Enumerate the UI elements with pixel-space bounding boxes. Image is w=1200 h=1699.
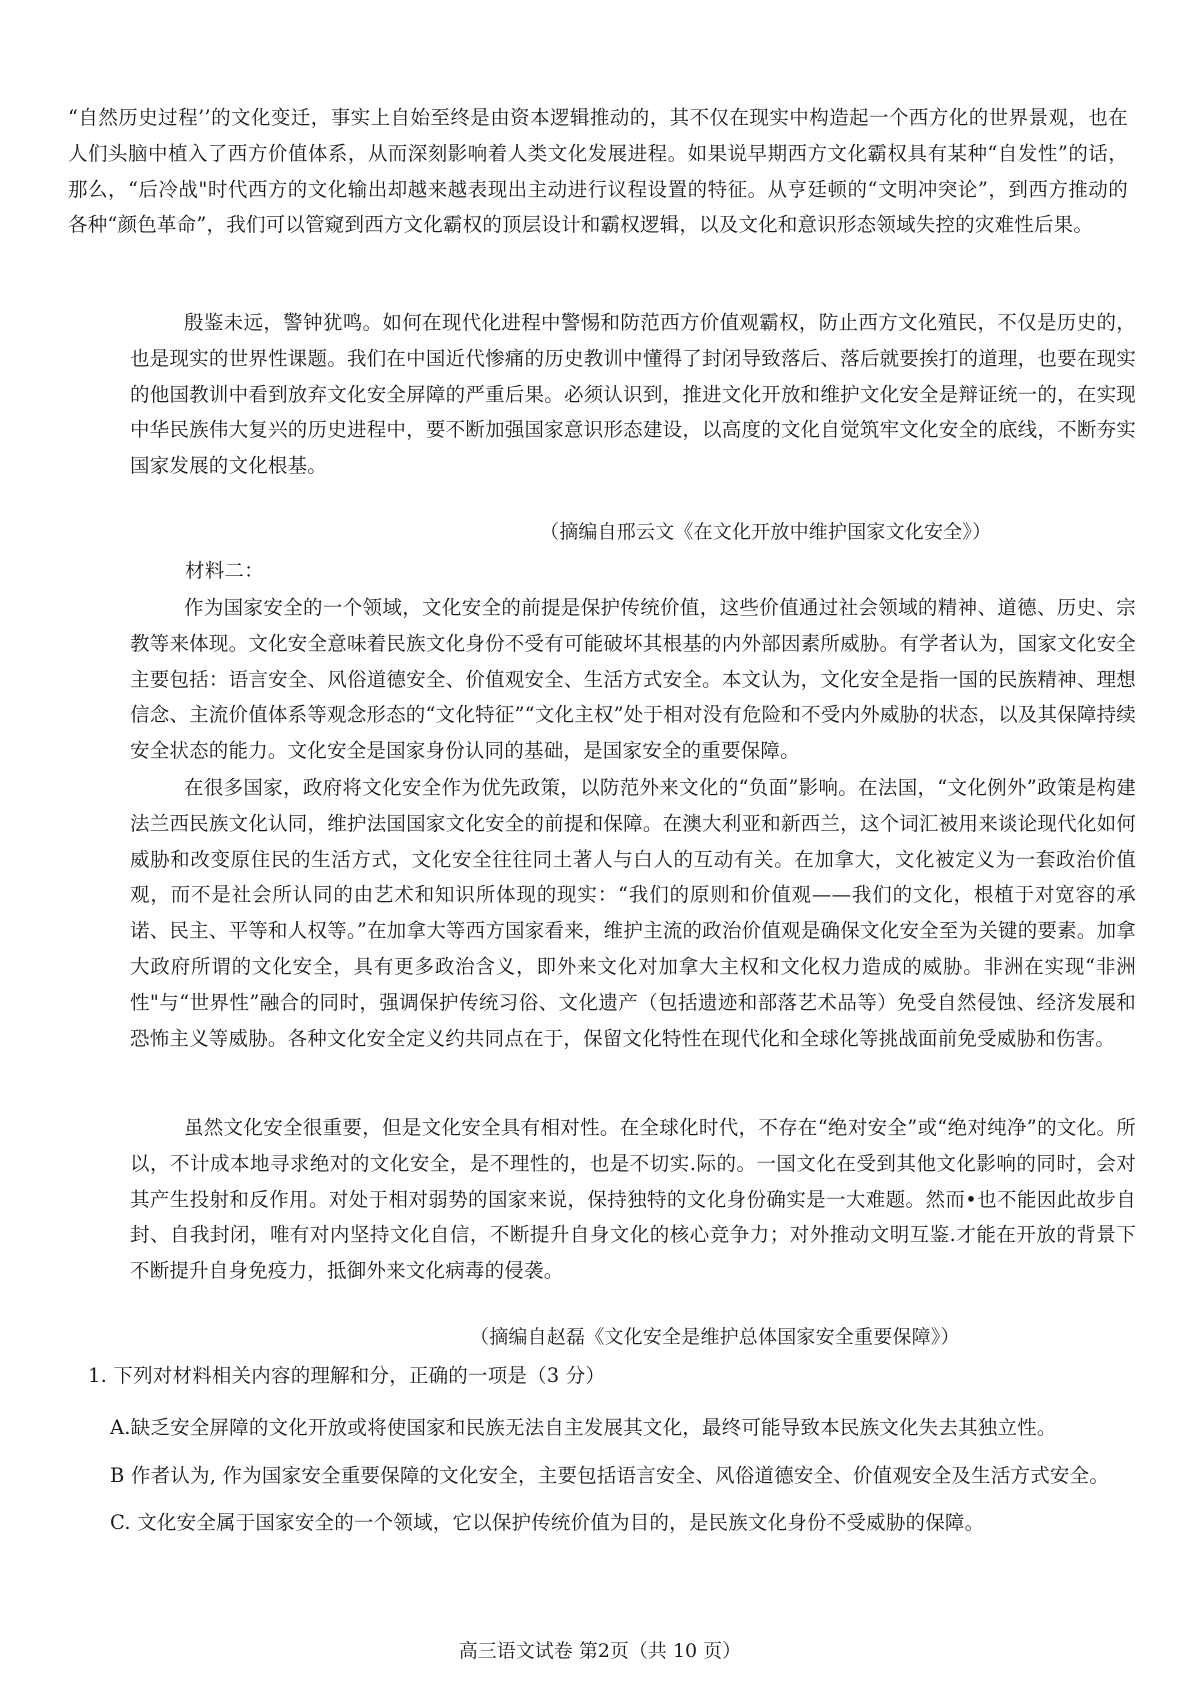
- question-1-stem: 1. 下列对材料相关内容的理解和分，正确的一项是（3 分）: [88, 1364, 606, 1387]
- question-1-option-a: A.缺乏安全屏障的文化开放或将使国家和民族无法自主发展其文化，最终可能导致本民族文化失去其独立性。: [110, 1416, 1057, 1439]
- source-citation-1: （摘编自邢云文《在文化开放中维护国家文化安全》）: [540, 521, 992, 543]
- paragraph-4: 在很多国家，政府将文化安全作为优先政策，以防范外来文化的“负面”影响。在法国，“文化例外”政策是构建法兰西民族文化认同，维护法国国家文化安全的前提和保障。在澳大利亚和新西兰，这个词汇被用来谈论现代化如何威胁和改变原住民的生活方式，文化安全往往同土著人与白人的互动有关。在加拿大，文化被定义为一套政治价值观，而不是社会所认同的由艺术和知识所体现的现实：“我们的原则和价值观——我们的文化，根植于对宽容的承诺、民主、平等和人权等。”在加拿大等西方国家看来，维护主流的政治价值观是确保文化安全至为关键的要素。加拿大政府所谓的文化安全，具有更多政治含义，即外来文化对加拿大主权和文化权力造成的威胁。非洲在实现“非洲性"与“世界性”融合的同时，强调保护传统习俗、文化遗产（包括遗迹和部落艺术品等）免受自然侵蚀、经济发展和恐怖主义等威胁。各种文化安全定义约共同点在于，保留文化特性在现代化和全球化等挑战面前免受威胁和伤害。: [130, 776, 1136, 1050]
- page-footer: 高三语文试卷 第2页（共 10 页）: [458, 1640, 742, 1662]
- paragraph-2: 殷鉴未远，警钟犹鸣。如何在现代化进程中警惕和防范西方价值观霸权，防止西方文化殖民，不仅是历史的，也是现实的世界性课题。我们在中国近代惨痛的历史教训中懂得了封闭导致落后、落后就要挨打的道理，也要在现实的他国教训中看到放弃文化安全屏障的严重后果。必须认识到，推进文化开放和维护文化安全是辩证统一的，在实现中华民族伟大复兴的历史进程中，要不断加强国家意识形态建设，以高度的文化自觉筑牢文化安全的底线，不断夯实国家发展的文化根基。: [130, 311, 1136, 478]
- material-two-label: 材料二：: [185, 559, 264, 582]
- question-1-option-b: B 作者认为, 作为国家安全重要保障的文化安全，主要包括语言安全、风俗道德安全、价值观安全及生活方式安全。: [110, 1464, 1110, 1487]
- source-citation-2: （摘编自赵磊《文化安全是维护总体国家安全重要保障》）: [470, 1326, 960, 1348]
- paragraph-5: 虽然文化安全很重要，但是文化安全具有相对性。在全球化时代，不存在“绝对安全”或“绝对纯净”的文化。所以，不计成本地寻求绝对的文化安全，是不理性的，也是不切实.际的。一国文化在受到其他文化影响的同时，会对其产生投射和反作用。对处于相对弱势的国家来说，保持独特的文化身份确实是一大难题。然而•也不能因此故步自封、自我封闭，唯有对内坚持文化自信，不断提升自身文化的核心竞争力；对外推动文明互鉴.才能在开放的背景下不断提升自身免疫力，抵御外来文化病毒的侵袭。: [130, 1116, 1136, 1283]
- paragraph-1: “自然历史过程’’的文化变迁，事实上自始至终是由资本逻辑推动的，其不仅在现实中构造起一个西方化的世界景观，也在人们头脑中植入了西方价值体系，从而深刻影响着人类文化发展进程。如果说早期西方文化霸权具有某种“自发性”的话，那么，“后冷战"时代西方的文化输出却越来越表现出主动进行议程设置的特征。从亨廷顿的“文明冲突论”，到西方推动的各种“颜色革命”，我们可以管窥到西方文化霸权的顶层设计和霸权逻辑，以及文化和意识形态领域失控的灾难性后果。: [68, 106, 1128, 237]
- paragraph-3: 作为国家安全的一个领域，文化安全的前提是保护传统价值，这些价值通过社会领域的精神、道德、历史、宗教等来体现。文化安全意味着民族文化身份不受有可能破坏其根基的内外部因素所威胁。有学者认为，国家文化安全主要包括：语言安全、风俗道德安全、价值观安全、生活方式安全。本文认为，文化安全是指一国的民族精神、理想信念、主流价值体系等观念形态的“文化特征”“文化主权”处于相对没有危险和不受内外威胁的状态，以及其保障持续安全状态的能力。文化安全是国家身份认同的基础，是国家安全的重要保障。: [130, 596, 1136, 763]
- question-1-option-c: C. 文化安全属于国家安全的一个领域，它以保护传统价值为目的，是民族文化身份不受威胁的保障。: [110, 1511, 985, 1534]
